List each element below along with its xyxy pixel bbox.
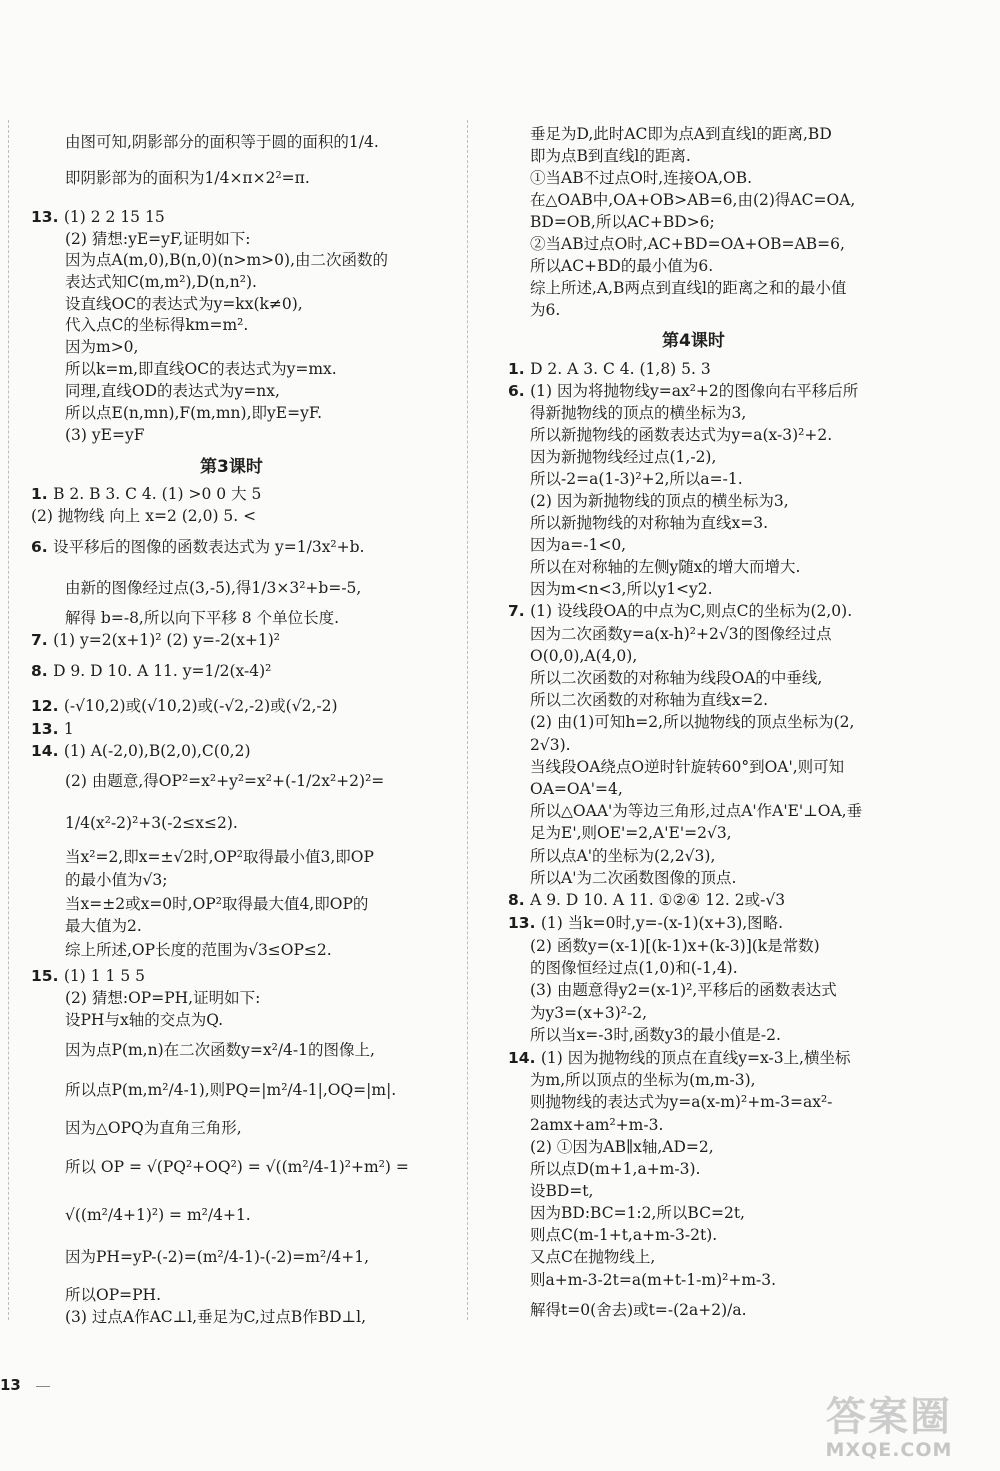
answer-line — [530, 690, 768, 710]
answer-line — [530, 190, 855, 210]
answer-text: 所以△OAA'为等边三角形,过点A'作A'E'⊥OA,垂 — [530, 802, 863, 820]
answer-line — [65, 870, 167, 890]
answer-text: 当x=±2或x=0时,OP²取得最大值4,即OP的 — [65, 895, 369, 913]
answer-line — [530, 535, 626, 555]
answer-line — [65, 250, 388, 270]
watermark-logo: 答案圈 — [826, 1394, 952, 1440]
answer-text: 所以新抛物线的函数表达式为y=a(x-3)²+2. — [530, 426, 833, 444]
answer-line — [530, 513, 768, 533]
answer-text: 所以OP=PH. — [65, 1286, 161, 1304]
answer-line — [508, 359, 711, 379]
answer-text: 解得t=0(舍去)或t=-(2a+2)/a. — [530, 1301, 747, 1319]
answer-line — [530, 278, 846, 298]
answer-line — [65, 771, 384, 791]
answer-text: 设PH与x轴的交点为Q. — [65, 1011, 224, 1029]
answer-text: ②当AB过点O时,AC+BD=OA+OB=AB=6, — [530, 235, 845, 253]
answer-line — [530, 1300, 747, 1320]
answer-line — [530, 447, 716, 467]
answer-line — [65, 1157, 409, 1177]
answer-line — [530, 1247, 655, 1267]
answer-line — [31, 741, 251, 761]
lesson-3-heading: 第3课时 — [200, 457, 263, 477]
answer-text: 为6. — [530, 301, 561, 319]
question-number: 13. — [31, 720, 64, 738]
question-number: 13. — [508, 914, 541, 932]
answer-line — [530, 1270, 776, 1290]
answer-line — [31, 537, 365, 557]
answer-line — [530, 1203, 745, 1223]
answer-text: 因为m<n<3,所以y1<y2. — [530, 580, 713, 598]
answer-text: (3) yE=yF — [65, 426, 145, 444]
page-number-rule — [36, 1386, 50, 1387]
answer-line — [65, 229, 250, 249]
answer-line — [65, 272, 257, 292]
answer-text: 所以在对称轴的左侧y随x的增大而增大. — [530, 558, 801, 576]
answer-text: 为y3=(x+3)²-2, — [530, 1004, 648, 1022]
answer-text: 最大值为2. — [65, 917, 142, 935]
answer-text: 所以A'为二次函数图像的顶点. — [530, 869, 737, 887]
answer-line — [65, 1010, 223, 1030]
answer-text: √((m²/4+1)²) = m²/4+1. — [65, 1206, 251, 1224]
answer-text: (1) 因为抛物线的顶点在直线y=x-3上,横坐标 — [540, 1049, 851, 1067]
answer-line — [530, 425, 832, 445]
answer-text: 所以 OP = √(PQ²+OQ²) = √((m²/4-1)²+m²) = — [65, 1158, 409, 1176]
question-number: 1. — [31, 485, 54, 503]
answer-line — [530, 256, 713, 276]
answer-line — [530, 1137, 714, 1157]
answer-text: (2) ①因为AB∥x轴,AD=2, — [530, 1138, 714, 1156]
answer-text: 因为BD:BC=1:2,所以BC=2t, — [530, 1204, 745, 1222]
answer-text: 所以k=m,即直线OC的表达式为y=mx. — [65, 360, 337, 378]
answer-line — [65, 359, 337, 379]
answer-text: B 2. B 3. C 4. (1) >0 0 大 5 — [53, 485, 262, 503]
answer-text: (1) A(-2,0),B(2,0),C(0,2) — [63, 742, 251, 760]
answer-line — [65, 813, 238, 833]
question-number: 13. — [31, 208, 64, 226]
answer-text: 所以当x=-3时,函数y3的最小值是-2. — [530, 1026, 781, 1044]
answer-line — [31, 696, 338, 716]
answer-line — [530, 712, 854, 732]
answer-line — [65, 381, 280, 401]
answer-text: 表达式知C(m,m²),D(n,n²). — [65, 273, 257, 291]
answer-line — [31, 506, 256, 526]
question-number: 8. — [508, 891, 531, 909]
answer-text: 1 — [63, 720, 74, 738]
answer-text: 设平移后的图像的函数表达式为 y=1/3x²+b. — [53, 538, 365, 556]
answer-line — [530, 557, 800, 577]
answer-text: (2) 因为新抛物线的顶点的横坐标为3, — [530, 492, 789, 510]
answer-line — [65, 315, 248, 335]
answer-text: 因为二次函数y=a(x-h)²+2√3的图像经过点 — [530, 625, 832, 643]
answer-text: (2) 由题意,得OP²=x²+y²=x²+(-1/2x²+2)²= — [65, 772, 385, 790]
answer-text: (1) 因为将抛物线y=ax²+2的图像向右平移后所 — [530, 382, 859, 400]
answer-line — [530, 234, 845, 254]
answer-text: (2) 由(1)可知h=2,所以抛物线的顶点坐标为(2, — [530, 713, 855, 731]
answer-text: (1) 2 2 15 15 — [63, 208, 165, 226]
answer-line — [530, 624, 832, 644]
answer-text: 当x²=2,即x=±√2时,OP²取得最小值3,即OP — [65, 848, 374, 866]
answer-line — [530, 958, 738, 978]
answer-text: 因为a=-1<0, — [530, 536, 627, 554]
answer-line — [508, 381, 858, 401]
answer-line — [65, 294, 303, 314]
answer-text: 因为点P(m,n)在二次函数y=x²/4-1的图像上, — [65, 1041, 375, 1059]
answer-line — [530, 801, 862, 821]
answer-line — [65, 608, 339, 628]
answer-line — [65, 1118, 242, 1138]
answer-line — [508, 890, 785, 910]
answer-line — [508, 1048, 850, 1068]
answer-text: 同理,直线OD的表达式为y=nx, — [65, 382, 280, 400]
answer-text: 所以点E(n,mn),F(m,mn),即yE=yF. — [65, 404, 323, 422]
answer-text: 所以-2=a(1-3)²+2,所以a=-1. — [530, 470, 743, 488]
question-number: 7. — [508, 602, 531, 620]
answer-text: 所以点P(m,m²/4-1),则PQ=|m²/4-1|,OQ=|m|. — [65, 1081, 397, 1099]
answer-line — [31, 207, 165, 227]
answer-line — [65, 847, 374, 867]
answer-text: 因为点A(m,0),B(n,0)(n>m>0),由二次函数的 — [65, 251, 388, 269]
answer-line — [31, 966, 145, 986]
answer-text: ①当AB不过点O时,连接OA,OB. — [530, 169, 753, 187]
answer-line — [65, 916, 142, 936]
answer-line — [65, 1247, 369, 1267]
answer-text: 2amx+am²+m-3. — [530, 1116, 664, 1134]
answer-line — [65, 1307, 366, 1327]
answer-text: 当线段OA绕点O逆时针旋转60°到OA',则可知 — [530, 758, 845, 776]
answer-text: 即阴影部为的面积为1/4×π×2²=π. — [65, 169, 310, 187]
answer-line — [65, 894, 368, 914]
answer-line — [65, 1080, 396, 1100]
answer-text: 解得 b=-8,所以向下平移 8 个单位长度. — [65, 609, 340, 627]
answer-line — [65, 1040, 375, 1060]
answer-line — [530, 1115, 663, 1135]
answer-text: 所以新抛物线的对称轴为直线x=3. — [530, 514, 769, 532]
answer-line — [530, 1092, 832, 1112]
answer-text: (3) 由题意得y2=(x-1)²,平移后的函数表达式 — [530, 981, 837, 999]
answer-text: 因为△OPQ为直角三角形, — [65, 1119, 242, 1137]
answer-line — [65, 403, 322, 423]
answer-line — [530, 469, 743, 489]
answer-line — [31, 630, 280, 650]
answer-text: (-√10,2)或(√10,2)或(-√2,-2)或(√2,-2) — [63, 697, 338, 715]
answer-line — [530, 491, 789, 511]
answer-text: 设BD=t, — [530, 1182, 594, 1200]
answer-text: 所以二次函数的对称轴为直线x=2. — [530, 691, 769, 709]
answer-line — [530, 146, 691, 166]
answer-text: (2) 抛物线 向上 x=2 (2,0) 5. < — [31, 507, 257, 525]
answer-text: 由新的图像经过点(3,-5),得1/3×3²+b=-5, — [65, 579, 362, 597]
answer-line — [65, 132, 379, 152]
answer-line — [508, 913, 783, 933]
question-number: 6. — [31, 538, 54, 556]
answer-text: 综上所述,OP长度的范围为√3≤OP≤2. — [65, 941, 332, 959]
answer-text: 因为m>0, — [65, 338, 139, 356]
answer-text: D 2. A 3. C 4. (1,8) 5. 3 — [530, 360, 711, 378]
answer-text: 1/4(x²-2)²+3(-2≤x≤2). — [65, 814, 238, 832]
question-number: 8. — [31, 662, 54, 680]
answer-line — [530, 757, 844, 777]
answer-line — [530, 579, 713, 599]
answer-line — [31, 661, 271, 681]
answer-line — [530, 779, 623, 799]
answer-text: (1) y=2(x+1)² (2) y=-2(x+1)² — [53, 631, 281, 649]
answer-text: 的最小值为√3; — [65, 871, 168, 889]
answer-text: A 9. D 10. A 11. ①②④ 12. 2或-√3 — [530, 891, 786, 909]
question-number: 7. — [31, 631, 54, 649]
answer-line — [530, 735, 571, 755]
answer-text: 设直线OC的表达式为y=kx(k≠0), — [65, 295, 303, 313]
answer-text: 则a+m-3-2t=a(m+t-1-m)²+m-3. — [530, 1271, 777, 1289]
answer-text: (2) 猜想:yE=yF,证明如下: — [65, 230, 251, 248]
answer-text: BD=OB,所以AC+BD>6; — [530, 213, 715, 231]
answer-line — [530, 823, 732, 843]
answer-text: 综上所述,A,B两点到直线l的距离之和的最小值 — [530, 279, 847, 297]
answer-line — [530, 1159, 700, 1179]
answer-text: (2) 猜想:OP=PH,证明如下: — [65, 989, 261, 1007]
answer-line — [530, 1003, 647, 1023]
answer-text: 由图可知,阴影部分的面积等于圆的面积的1/4. — [65, 133, 379, 151]
answer-text: (1) 设线段OA的中点为C,则点C的坐标为(2,0). — [530, 602, 853, 620]
page-number: 13 — [0, 1376, 21, 1394]
answer-text: O(0,0),A(4,0), — [530, 647, 638, 665]
answer-text: (2) 函数y=(x-1)[(k-1)x+(k-3)](k是常数) — [530, 937, 820, 955]
answer-line — [65, 1205, 251, 1225]
answer-text: 的图像恒经过点(1,0)和(-1,4). — [530, 959, 738, 977]
answer-text: (3) 过点A作AC⊥l,垂足为C,过点B作BD⊥l, — [65, 1308, 366, 1326]
answer-line — [530, 980, 837, 1000]
answer-text: 在△OAB中,OA+OB>AB=6,由(2)得AC=OA, — [530, 191, 856, 209]
answer-text: OA=OA'=4, — [530, 780, 623, 798]
answer-line — [530, 1181, 593, 1201]
answer-line — [65, 578, 361, 598]
answer-text: D 9. D 10. A 11. y=1/2(x-4)² — [53, 662, 272, 680]
answer-line — [530, 212, 715, 232]
answer-text: 2√3). — [530, 736, 571, 754]
answer-text: 因为PH=yP-(-2)=(m²/4-1)-(-2)=m²/4+1, — [65, 1248, 370, 1266]
answer-text: (1) 当k=0时,y=-(x-1)(x+3),图略. — [540, 914, 784, 932]
answer-text: 代入点C的坐标得km=m². — [65, 316, 249, 334]
answer-line — [530, 846, 715, 866]
question-number: 12. — [31, 697, 64, 715]
answer-text: 则抛物线的表达式为y=a(x-m)²+m-3=ax²- — [530, 1093, 833, 1111]
answer-text: 所以点D(m+1,a+m-3). — [530, 1160, 701, 1178]
answer-line — [530, 646, 637, 666]
column-divider-middle — [467, 120, 468, 1320]
question-number: 14. — [31, 742, 64, 760]
answer-text: 所以二次函数的对称轴为线段OA的中垂线, — [530, 669, 823, 687]
answer-line — [508, 601, 852, 621]
answer-line — [530, 868, 736, 888]
answer-text: 所以AC+BD的最小值为6. — [530, 257, 714, 275]
answer-line — [530, 124, 832, 144]
lesson-4-heading: 第4课时 — [662, 331, 725, 351]
answer-text: 即为点B到直线l的距离. — [530, 147, 691, 165]
answer-text: 足为E',则OE'=2,A'E'=2√3, — [530, 824, 732, 842]
answer-line — [530, 1025, 781, 1045]
answer-line — [65, 988, 260, 1008]
answer-line — [530, 168, 752, 188]
answer-line — [65, 168, 310, 188]
watermark — [794, 1395, 984, 1465]
answer-text: (1) 1 1 5 5 — [63, 967, 145, 985]
answer-line — [530, 936, 820, 956]
answer-text: 又点C在抛物线上, — [530, 1248, 656, 1266]
column-divider-left — [8, 120, 9, 1320]
answer-line — [530, 668, 822, 688]
answer-text: 得新抛物线的顶点的横坐标为3, — [530, 404, 747, 422]
question-number: 14. — [508, 1049, 541, 1067]
answer-text: 为m,所以顶点的坐标为(m,m-3), — [530, 1071, 756, 1089]
answer-line — [65, 940, 332, 960]
answer-line — [31, 719, 74, 739]
answer-text: 因为新抛物线经过点(1,-2), — [530, 448, 717, 466]
question-number: 15. — [31, 967, 64, 985]
answer-line — [530, 300, 560, 320]
answer-text: 所以点A'的坐标为(2,2√3), — [530, 847, 716, 865]
question-number: 6. — [508, 382, 531, 400]
watermark-url: MXQE.COM — [825, 1439, 953, 1461]
answer-line — [65, 337, 138, 357]
answer-text: 则点C(m-1+t,a+m-3-2t). — [530, 1226, 718, 1244]
answer-line — [31, 484, 261, 504]
answer-line — [530, 1070, 756, 1090]
answer-line — [65, 425, 144, 445]
question-number: 1. — [508, 360, 531, 378]
answer-line — [530, 1225, 717, 1245]
answer-text: 垂足为D,此时AC即为点A到直线l的距离,BD — [530, 125, 832, 143]
answer-line — [530, 403, 746, 423]
answer-line — [65, 1285, 161, 1305]
